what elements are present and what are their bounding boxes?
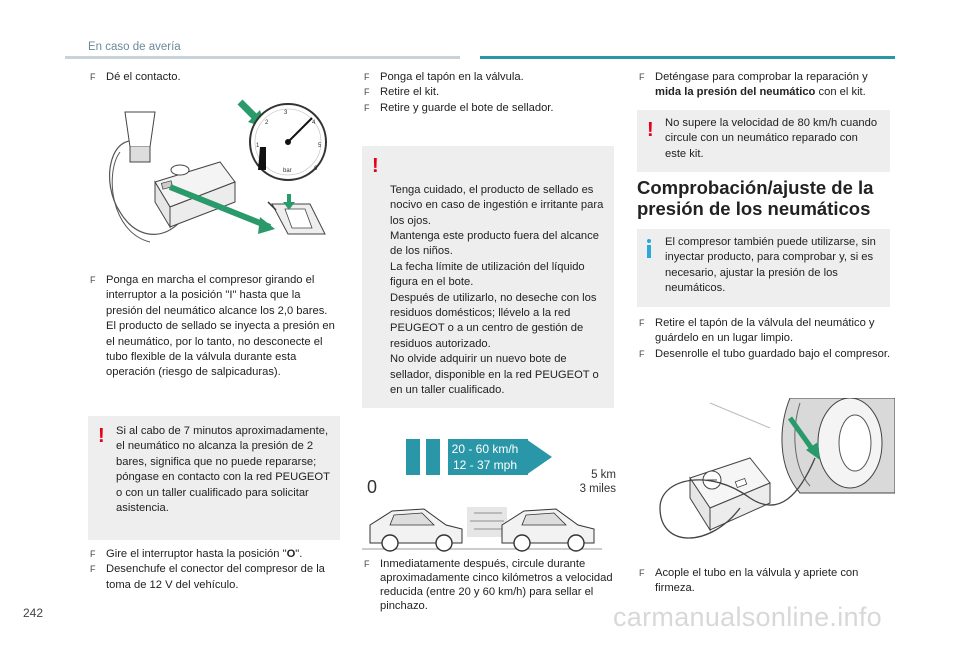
- info-text: El compresor también puede utilizarse, sin inyectar producto, para comprobar y, si es necesario, ajustar la presión de los neumáticos.: [665, 236, 876, 295]
- step-text: Inmediatamente después, circule durante aproximadamente cinco kilómetros a velocidad reducida (entre 20 y 60 km/h) para sellar el pinchazo.: [380, 558, 613, 612]
- column-1-step-2: [88, 273, 340, 381]
- speed-mph: 12 - 37 mph: [452, 458, 518, 472]
- info-icon: [647, 239, 651, 259]
- warning-icon: !: [372, 155, 379, 177]
- step-start-compressor: [88, 273, 340, 381]
- step-remove-kit: [362, 85, 614, 100]
- step-check-repair: [637, 70, 895, 101]
- svg-text:6: 6: [314, 166, 318, 172]
- step-text: Desenchufe el conector del compresor de la toma de 12 V del vehículo.: [106, 563, 325, 591]
- distance-miles: 3 miles: [579, 483, 616, 495]
- column-3-steps: [637, 316, 895, 362]
- bullet-mark: F: [364, 72, 370, 82]
- step-unroll-hose: [637, 347, 895, 362]
- step-text-pre: Deténgase para comprobar la reparación y: [655, 71, 868, 83]
- step-ignition: [88, 70, 340, 85]
- step-remove-valve-cap: [637, 316, 895, 347]
- compressor-gauge-illustration: [100, 92, 330, 252]
- bullet-mark: F: [90, 275, 96, 285]
- svg-text:5: 5: [318, 143, 322, 149]
- bullet-mark: F: [364, 559, 370, 569]
- step-text: Ponga en marcha el compresor girando el interruptor a la posición "I" hasta que la presión del neumático alcance los 2,0 bares. El producto de sellado se inyecta a presión en el neumático, por lo tanto, no desconecte el tubo flexible de la válvula durante esta operación (riesgo de salpicaduras).: [106, 274, 335, 379]
- step-store-bottle: [362, 101, 614, 116]
- start-distance-label: 0: [367, 477, 378, 497]
- bullet-mark: F: [364, 87, 370, 98]
- column-3-step-4: [637, 566, 895, 597]
- compressor-tire-illustration: [650, 398, 895, 558]
- svg-text:1: 1: [256, 143, 260, 149]
- speed-kmh: 20 - 60 km/h: [451, 442, 519, 456]
- step-text: Retire y guarde el bote de sellador.: [380, 101, 554, 114]
- bullet-mark: F: [639, 318, 645, 328]
- step-switch-off: [88, 547, 343, 562]
- warning-text: Si al cabo de 7 minutos aproximadamente, el neumático no alcanza la presión de 2 bares, significa que no puede repararse; póngase en contacto con la red PEUGEOT o con un taller cualificado para solicitar asistencia.: [116, 425, 330, 515]
- step-text-pre: Gire el interruptor hasta la posición ": [106, 548, 287, 560]
- warning-box-sealant: [362, 146, 614, 408]
- bullet-mark: F: [639, 568, 645, 578]
- warning-icon: !: [647, 119, 654, 141]
- step-text: Desenrolle el tubo guardado bajo el compresor.: [655, 347, 891, 360]
- bullet-mark: F: [639, 72, 645, 82]
- warning-box-speed: [637, 110, 890, 172]
- step-text: Acople el tubo en la válvula y apriete con firmeza.: [655, 567, 859, 595]
- step-cap-valve: [362, 70, 614, 85]
- warning-icon: !: [98, 425, 105, 447]
- step-text-post: ".: [295, 548, 303, 560]
- bullet-mark: F: [90, 549, 96, 559]
- step-drive: [362, 557, 614, 613]
- bullet-mark: F: [364, 102, 370, 113]
- step-text: Ponga el tapón en la válvula.: [380, 71, 524, 83]
- column-2-step-4: [362, 557, 614, 613]
- header-rule-left: [65, 56, 460, 59]
- step-text: Dé el contacto.: [106, 71, 181, 83]
- warning-box-7-minutes: [88, 416, 340, 540]
- svg-text:3: 3: [284, 110, 288, 116]
- header-rule-right: [480, 56, 895, 59]
- watermark-text: carmanualsonline.info: [613, 602, 882, 632]
- bullet-mark: F: [639, 348, 645, 359]
- step-attach-hose: [637, 566, 895, 597]
- info-box-compressor: [637, 229, 890, 307]
- gauge-unit-label: bar: [283, 168, 292, 174]
- step-text-bold: O: [286, 548, 296, 560]
- step-text: Retire el kit.: [380, 86, 440, 99]
- column-1: [88, 70, 340, 85]
- step-text-bold: mida la presión del neumático: [655, 86, 816, 99]
- page-number: 242: [23, 606, 44, 620]
- warning-text: Tenga cuidado, el producto de sellado es nocivo en caso de ingestión e irritante para los ojos. Mantenga este producto fuera del alcance de los niños. La fecha límite de utilización del líquido figura en el bote. Después de utilizarlo, no deseche con los residuos domésticos; llévelo a la red PEUGEOT o a un centro de gestión de residuos autorizado. No olvide adquirir un nuevo bote de sellador, disponible en la red PEUGEOT o en un taller cualificado.: [390, 183, 604, 397]
- column-1-steps-bottom: [88, 547, 343, 593]
- distance-km: 5 km: [591, 469, 616, 481]
- svg-text:4: 4: [312, 120, 316, 126]
- distance-label: [566, 468, 616, 496]
- bullet-mark: F: [90, 72, 96, 82]
- bullet-mark: F: [90, 564, 96, 575]
- step-text-post: con el kit.: [815, 86, 866, 99]
- speed-range-box: [448, 439, 522, 475]
- section-title: Comprobación/ajuste de la presión de los neumáticos: [637, 177, 874, 219]
- step-text: Retire el tapón de la válvula del neumático y guárdelo en un lugar limpio.: [655, 317, 875, 345]
- step-unplug: [88, 562, 343, 593]
- svg-text:2: 2: [265, 120, 269, 126]
- column-3: [637, 70, 895, 101]
- warning-text: No supere la velocidad de 80 km/h cuando circule con un neumático reparado con este kit.: [665, 117, 878, 160]
- column-2: [362, 70, 614, 116]
- section-header-title: En caso de avería: [88, 41, 181, 53]
